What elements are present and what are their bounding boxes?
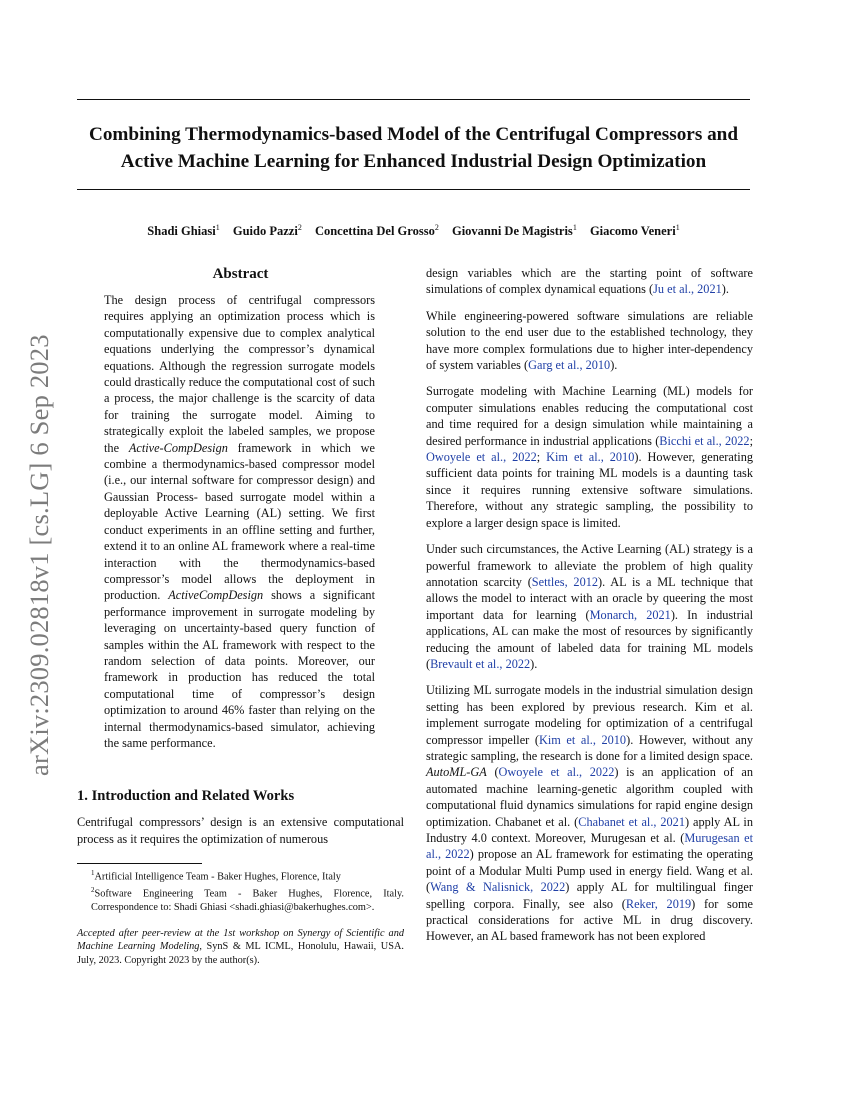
citation-link[interactable]: Owoyele et al., 2022 bbox=[498, 765, 615, 780]
paragraph: Under such circumstances, the Active Learning (AL) strategy is a powerful framework to alleviate the problem of high quality annotation scarcity (Settles, 2012). AL is a ML technique that allows the model to interact with an oracle by queering the most important data for learning (Monarch, 2021). In industrial applications, AL can make the most of resources by significantly reducing the amount of labeled data for training ML models (Brevault et al., 2022). bbox=[426, 542, 753, 671]
author: Giacomo Veneri$^1$ bbox=[589, 223, 680, 239]
intro-paragraph: Centrifugal compressors’ design is an extensive computational process as it requires the optimization of numerous bbox=[77, 815, 404, 846]
abstract-body: The design process of centrifugal compressors requires applying an optimization process which is computationally expensive due to complex analytical equations underlying the compressor’s dynamical equations. Although the regression surrogate models could drastically reduce the computational cost of such a process, the major challenge is the scarcity of data for training the surrogate model. Aiming to strategically exploit the labeled samples, we propose the Active-CompDesign framework in which we combine a thermodynamics-based compressor model (i.e., our internal software for compressor design) and Gaussian Process- based surrogate model within a deployable Active Learning (AL) setting. We first conduct experiments in an offline setting and further, extend it to an online AL framework where a real-time interaction with the thermodynamics-based compressor’s model allows the deployment in production. ActiveCompDesign shows a significant performance improvement in surrogate modeling by leveraging on uncertainty-based query function of samples within the AL framework with respect to the random selection of data points. Moreover, our framework in production has reduced the total computational time of compressor’s design optimization to around 46% faster than relying on the internal thermodynamics-based simulator, achieving the same performance. bbox=[104, 293, 375, 750]
citation-link[interactable]: Murugesan et al., 2022 bbox=[426, 831, 753, 862]
citation-link[interactable]: Bicchi et al., 2022 bbox=[659, 433, 750, 448]
left-column bbox=[77, 262, 404, 967]
author: Concettina Del Grosso$^2$ bbox=[314, 223, 439, 239]
acceptance-note: Accepted after peer-review at the 1st workshop on Synergy of Scientific and Machine Learning Modeling, SynS & ML ICML, Honolulu, Hawaii, USA. July, 2023. Copyright 2023 by the author(s). bbox=[77, 927, 404, 966]
citation-link[interactable]: Chabanet et al., 2021 bbox=[578, 814, 685, 829]
author-list bbox=[77, 220, 750, 239]
citation-link[interactable]: Kim et al., 2010 bbox=[538, 732, 627, 747]
title-rule-bottom bbox=[77, 189, 750, 190]
author: Giovanni De Magistris$^1$ bbox=[451, 223, 577, 239]
arxiv-identifier-stamp: arXiv:2309.02818v1 [cs.LG] 6 Sep 2023 bbox=[24, 334, 54, 776]
footnote-2: $^2$Software Engineering Team - Baker Hughes, Florence, Italy. Correspondence to: Shadi Ghiasi <shadi.ghiasi@bakerhughes.com>. bbox=[91, 886, 404, 914]
citation-link[interactable]: Monarch, 2021 bbox=[589, 607, 671, 622]
footnotes bbox=[77, 867, 404, 914]
citation-link[interactable]: Garg et al., 2010 bbox=[528, 358, 611, 373]
citation-link[interactable]: Wang & Nalisnick, 2022 bbox=[430, 880, 566, 895]
citation-link[interactable]: Brevault et al., 2022 bbox=[430, 656, 531, 671]
citation-link[interactable]: Kim et al., 2010 bbox=[546, 450, 635, 465]
paragraph: design variables which are the starting point of software simulations of complex dynamical equations (Ju et al., 2021). bbox=[426, 266, 753, 297]
paragraph: Utilizing ML surrogate models in the industrial simulation design setting has been explored by previous research. Kim et al. implement surrogate modeling for optimization of a centrifugal compressor impeller (Kim et al., 2010). However, without any strategic sampling, the research is done for a limited design space. AutoML-GA (Owoyele et al., 2022) is an application of an automated machine learning-genetic algorithm coupled with computational fluid dynamics simulations for rapid engine design optimization. Chabanet et al. (Chabanet et al., 2021) apply AL in Industry 4.0 context. Moreover, Murugesan et al. (Murugesan et al., 2022) propose an AL framework for estimating the operating point of a Modular Multi Pump used in energy field. Wang et al. (Wang & Nalisnick, 2022) apply AL for multilingual finger spelling corpora. Finally, see also (Reker, 2019) for some practical considerations for active ML in drug discovery. However, an AL based framework has not been explored bbox=[426, 683, 754, 944]
section-heading-introduction: 1. Introduction and Related Works bbox=[77, 788, 295, 805]
citation-link[interactable]: Owoyele et al., 2022 bbox=[426, 450, 537, 465]
author: Guido Pazzi$^2$ bbox=[232, 223, 302, 239]
footnote-1: $^1$Artificial Intelligence Team - Baker Hughes, Florence, Italy bbox=[91, 869, 341, 883]
paper-title: Combining Thermodynamics-based Model of the Centrifugal Compressors and Active Machine Learning for Enhanced Industrial Design Optimization bbox=[88, 124, 739, 172]
title-rule-top bbox=[77, 99, 750, 100]
citation-link[interactable]: Ju et al., 2021 bbox=[653, 282, 722, 297]
paragraph: While engineering-powered software simulations are reliable solution to the end user due to the established technology, they have more complex formulations due to higher inter-dependency of system variables (Garg et al., 2010). bbox=[426, 308, 753, 373]
right-column bbox=[426, 265, 753, 955]
abstract-heading: Abstract bbox=[212, 266, 269, 282]
citation-link[interactable]: Reker, 2019 bbox=[625, 896, 692, 911]
paragraph: Surrogate modeling with Machine Learning (ML) models for computer simulations enables reducing the computational cost and time required for a design simulation while maintaining a desired performance in industrial applications (Bicchi et al., 2022; Owoyele et al., 2022; Kim et al., 2010). However, generating sufficient data points for training ML models is a daunting task since it requires running extensive software simulations. Therefore, without any strategic sampling, the possibility to explore a larger design space is limited. bbox=[426, 384, 753, 530]
citation-link[interactable]: Settles, 2012 bbox=[531, 574, 599, 589]
author: Shadi Ghiasi$^1$ bbox=[147, 223, 220, 239]
footnote-divider bbox=[77, 863, 202, 864]
